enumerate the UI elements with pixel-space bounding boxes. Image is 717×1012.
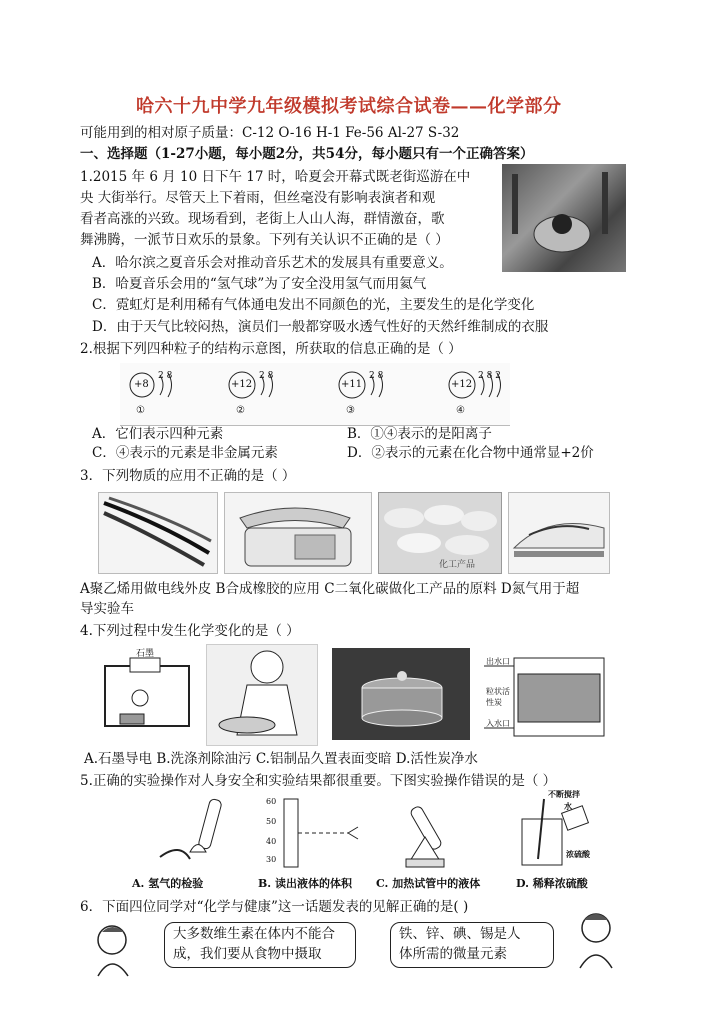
filter-inlet-label: 入水口 bbox=[486, 719, 510, 728]
speech-bubble-2 bbox=[390, 922, 554, 968]
particle-1-shells: 2 8 bbox=[158, 371, 173, 381]
water-label: 水 bbox=[564, 801, 572, 811]
train-icon bbox=[509, 493, 609, 573]
q5-stem: 5.正确的实验操作对人身安全和实验结果都很重要。下图实验操作错误的是（ ） bbox=[80, 773, 557, 789]
particle-2-nucleus: +12 bbox=[231, 379, 253, 390]
atom-structures bbox=[120, 363, 510, 425]
section-heading: 一、选择题（1-27小题，每小题2分，共54分，每小题只有一个正确答案） bbox=[80, 146, 534, 162]
q4-caption: A.石墨导电 B.洗涤剂除油污 C.铝制品久置表面变暗 D.活性炭净水 bbox=[84, 751, 478, 767]
particle-3-label: ③ bbox=[346, 405, 355, 416]
vintage-car-icon bbox=[502, 164, 626, 272]
chemical-sacks-picture bbox=[378, 492, 502, 574]
q1-option-c: C．霓虹灯是利用稀有气体通电发出不同颜色的光，主要发生的是化学变化 bbox=[92, 297, 535, 313]
bubble-1-line-1: 大多数维生素在体内不能合 bbox=[173, 926, 335, 942]
particle-3-nucleus: +11 bbox=[341, 379, 363, 390]
particle-2-label: ② bbox=[236, 405, 245, 416]
graphite-label: 石墨 bbox=[136, 649, 155, 659]
particle-1-nucleus: +8 bbox=[134, 379, 149, 390]
bubble-1-line-2: 成，我们要从食物中摄取 bbox=[173, 946, 322, 962]
wire-cable-picture bbox=[98, 492, 218, 574]
q3-stem: 3．下列物质的应用不正确的是（ ） bbox=[80, 468, 296, 484]
scale-60: 60 bbox=[266, 797, 277, 806]
particle-4-label: ④ bbox=[456, 405, 465, 416]
q1-line-4: 舞沸腾，一派节日欢乐的景象。下列有关认识不正确的是（ ） bbox=[80, 232, 449, 248]
scale-50: 50 bbox=[266, 817, 277, 826]
q3-caption-line-1: A聚乙烯用做电线外皮 B合成橡胶的应用 C二氧化碳做化工产品的原料 D氮气用于超 bbox=[80, 581, 580, 597]
student-icon bbox=[88, 922, 144, 978]
person-washing-icon bbox=[207, 645, 317, 745]
page-title: 哈六十九中学九年级模拟考试综合试卷——化学部分 bbox=[136, 96, 562, 117]
reading-volume-picture bbox=[258, 797, 368, 869]
speech-bubble-1 bbox=[164, 922, 356, 968]
bubble-2-line-2: 体所需的微量元素 bbox=[399, 946, 507, 962]
particle-1-label: ① bbox=[136, 405, 145, 416]
maglev-train-picture bbox=[508, 492, 610, 574]
washing-dishes-picture bbox=[206, 644, 318, 746]
sacks-watermark: 化工产品 bbox=[439, 560, 476, 570]
q2-option-a: A．它们表示四种元素 bbox=[92, 426, 224, 442]
pot-icon bbox=[332, 648, 470, 740]
q5-caption-d: D. 稀释浓硫酸 bbox=[516, 877, 588, 890]
parade-photo bbox=[502, 164, 626, 272]
beaker-pour-icon bbox=[508, 789, 618, 869]
student-right-picture bbox=[566, 910, 622, 970]
particle-3-shells: 2 8 bbox=[369, 371, 384, 381]
hydrogen-test-picture bbox=[120, 797, 252, 869]
particle-diagrams bbox=[120, 363, 510, 426]
scale-40: 40 bbox=[266, 837, 277, 846]
particle-4-nucleus: +12 bbox=[451, 379, 473, 390]
wire-cable-icon bbox=[99, 493, 217, 573]
q1-option-b: B．哈夏音乐会用的“氢气球”为了安全没用氢气而用氦气 bbox=[92, 276, 427, 292]
filter-outlet-label: 出水口 bbox=[486, 657, 510, 666]
q1-option-a: A．哈尔滨之夏音乐会对推动音乐艺术的发展具有重要意义。 bbox=[92, 255, 453, 271]
q2-option-d: D．②表示的元素在化合物中通常显+2价 bbox=[347, 445, 594, 461]
q1-line-1: 1.2015 年 6 月 10 日下午 17 时，哈夏会开幕式既老街巡游在中 bbox=[80, 169, 471, 185]
test-tube-flame-icon bbox=[120, 797, 252, 869]
dilute-acid-picture bbox=[508, 789, 618, 869]
particle-4-shells: 2 8 2 bbox=[478, 371, 501, 381]
carbon-filter-picture bbox=[484, 648, 610, 740]
stir-label: 不断搅拌 bbox=[548, 789, 580, 799]
q5-caption-a: A. 氢气的检验 bbox=[132, 877, 204, 890]
q5-caption-c: C. 加热试管中的液体 bbox=[376, 877, 481, 890]
aluminum-pot-picture bbox=[332, 648, 470, 740]
telephone-picture bbox=[224, 492, 372, 574]
q1-line-3: 看者高涨的兴致。现场看到，老街上人山人海，群情激奋，歌 bbox=[80, 211, 445, 227]
q6-stem: 6．下面四位同学对“化学与健康”这一话题发表的见解正确的是( ) bbox=[80, 899, 469, 915]
graphite-circuit-picture bbox=[100, 648, 194, 740]
circuit-icon bbox=[100, 648, 194, 740]
q5-caption-b: B. 读出液体的体积 bbox=[258, 877, 352, 890]
q2-option-b: B．①④表示的是阳离子 bbox=[347, 426, 492, 442]
atomic-mass-line: 可能用到的相对原子质量：C-12 O-16 H-1 Fe-56 Al-27 S-32 bbox=[80, 125, 460, 141]
telephone-icon bbox=[225, 493, 371, 573]
q3-caption-line-2: 导实验车 bbox=[80, 601, 134, 617]
student-icon bbox=[566, 910, 622, 970]
particle-2-shells: 2 8 bbox=[259, 371, 274, 381]
q2-stem: 2.根据下列四种粒子的结构示意图，所获取的信息正确的是（ ） bbox=[80, 341, 462, 357]
burner-test-tube-icon bbox=[380, 797, 492, 869]
q4-stem: 4.下列过程中发生化学变化的是（ ） bbox=[80, 623, 300, 639]
filter-carbon-label: 粒状活性炭 bbox=[486, 687, 510, 707]
bubble-2-line-1: 铁、锌、碘、锡是人 bbox=[399, 926, 521, 942]
q1-line-2: 央 大街举行。尽管天上下着雨，但丝毫没有影响表演者和观 bbox=[80, 190, 436, 206]
student-left-picture bbox=[88, 922, 144, 978]
acid-label: 浓硫酸 bbox=[566, 849, 590, 859]
q2-option-c: C．④表示的元素是非金属元素 bbox=[92, 445, 278, 461]
q1-option-d: D．由于天气比较闷热，演员们一般都穿吸水透气性好的天然纤维制成的衣服 bbox=[92, 319, 549, 335]
heating-liquid-picture bbox=[380, 797, 492, 869]
scale-30: 30 bbox=[266, 855, 277, 864]
